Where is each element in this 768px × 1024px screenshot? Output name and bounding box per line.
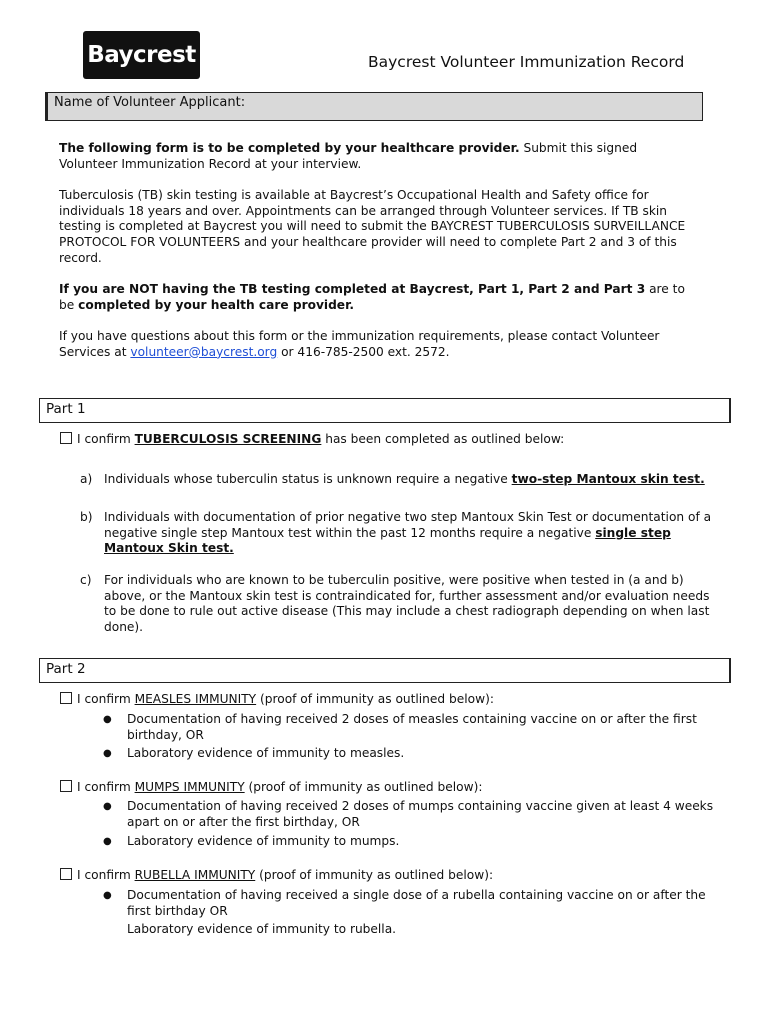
part-2-heading: Part 2 [39, 658, 731, 683]
volunteer-name-label: Name of Volunteer Applicant: [54, 95, 246, 110]
rubella-pre: I confirm [77, 868, 135, 882]
tb-confirm-pre: I confirm [77, 432, 135, 446]
intro-p3-bold-1: If you are NOT having the TB testing completed at Baycrest, Part 1, Part 2 and Part 3 [59, 282, 646, 296]
intro-p3-bold-2: completed by your health care provider. [78, 297, 354, 312]
intro-paragraph-3 [59, 282, 699, 313]
item-a-key: two-step Mantoux skin test. [511, 472, 705, 486]
baycrest-logo: Baycrest [83, 31, 200, 79]
measles-pre: I confirm [77, 692, 135, 706]
measles-post: (proof of immunity as outlined below): [256, 692, 494, 706]
intro-paragraph-4 [59, 329, 699, 360]
rubella-confirm [60, 868, 493, 884]
rubella-bullet-1-text: Documentation of having received a single dose of a rubella containing vaccine on or after the first birthday OR [127, 888, 706, 918]
item-a-label: a) [80, 472, 93, 486]
intro-p4-post: or 416-785-2500 ext. 2572. [277, 344, 450, 359]
tb-confirm-post: has been completed as outlined below: [321, 432, 565, 446]
measles-bullet-1 [103, 712, 723, 743]
tb-confirm-key: TUBERCULOSIS SCREENING [134, 432, 322, 446]
mumps-bullet-1 [103, 799, 723, 830]
mumps-bullet-1-text: Documentation of having received 2 doses of mumps containing vaccine given at least 4 weeks apart on or after the first birthday, OR [127, 799, 714, 829]
bullet-dot-icon: ● [103, 801, 112, 812]
measles-checkbox[interactable] [60, 692, 72, 704]
item-b-key: single step Mantoux Skin test. [104, 525, 671, 556]
measles-confirm [60, 692, 494, 708]
rubella-checkbox[interactable] [60, 868, 72, 880]
mumps-bullet-2-text: Laboratory evidence of immunity to mumps. [127, 834, 400, 848]
bullet-dot-icon: ● [103, 836, 112, 847]
tb-screening-checkbox[interactable] [60, 432, 72, 444]
rubella-post: (proof of immunity as outlined below): [255, 868, 494, 882]
part-1-heading: Part 1 [39, 398, 731, 423]
mumps-bullet-2 [103, 834, 723, 850]
intro-p1-rest: Submit this signed Volunteer Immunization Record at your interview. [59, 141, 638, 171]
rubella-key: RUBELLA IMMUNITY [134, 868, 256, 882]
mumps-post: (proof of immunity as outlined below): [244, 780, 483, 794]
intro-p3-mid: are to be [59, 282, 685, 312]
measles-bullet-2-text: Laboratory evidence of immunity to measles. [127, 746, 405, 760]
intro-p1-bold: The following form is to be completed by your healthcare provider. [59, 141, 520, 155]
measles-bullet-2 [103, 746, 723, 762]
volunteer-name-field[interactable] [45, 92, 703, 121]
volunteer-email-link[interactable]: volunteer@baycrest.org [130, 344, 278, 359]
bullet-dot-icon: ● [103, 714, 112, 725]
part1-item-c [80, 573, 725, 636]
rubella-bullet-1 [103, 888, 723, 919]
mumps-checkbox[interactable] [60, 780, 72, 792]
item-c-label: c) [80, 573, 92, 587]
part1-item-a [80, 472, 725, 488]
intro-paragraph-1 [59, 141, 699, 172]
measles-key: MEASLES IMMUNITY [134, 692, 257, 706]
intro-paragraph-2: Tuberculosis (TB) skin testing is available at Baycrest’s Occupational Health and Safety office for individuals 18 years and over. Appointments can be arranged through Volunteer services. If TB skin testing is completed at Baycrest you will need to submit the BAYCREST TUBERCULOSIS SURVEILLANCE PROTOCOL FOR VOLUNTEERS and your healthcare provider will need to complete Part 2 and 3 of this record. [59, 188, 686, 265]
measles-bullet-1-text: Documentation of having received 2 doses of measles containing vaccine on or after the first birthday, OR [127, 712, 697, 742]
item-a-text: Individuals whose tuberculin status is unknown require a negative [104, 472, 512, 486]
item-c-text: For individuals who are known to be tuberculin positive, were positive when tested in (a and b) above, or the Mantoux skin test is contraindicated for, further assessment and/or evaluation needs to be done to rule out active disease (This may include a chest radiograph depending on when last done). [104, 573, 710, 635]
mumps-pre: I confirm [77, 780, 135, 794]
mumps-confirm [60, 780, 482, 796]
tb-screening-confirm [60, 432, 564, 448]
document-title: Baycrest Volunteer Immunization Record [368, 53, 685, 71]
mumps-key: MUMPS IMMUNITY [134, 780, 245, 794]
part1-item-b [80, 510, 725, 557]
item-b-text: Individuals with documentation of prior negative two step Mantoux Skin Test or documentation of a negative single step Mantoux test within the past 12 months require a negative [104, 510, 712, 540]
item-b-label: b) [80, 510, 93, 524]
intro-p4-pre: If you have questions about this form or the immunization requirements, please contact Volunteer Services at [59, 329, 660, 359]
bullet-dot-icon: ● [103, 890, 112, 901]
rubella-lab-evidence: Laboratory evidence of immunity to rubella. [127, 922, 397, 936]
bullet-dot-icon: ● [103, 748, 112, 759]
